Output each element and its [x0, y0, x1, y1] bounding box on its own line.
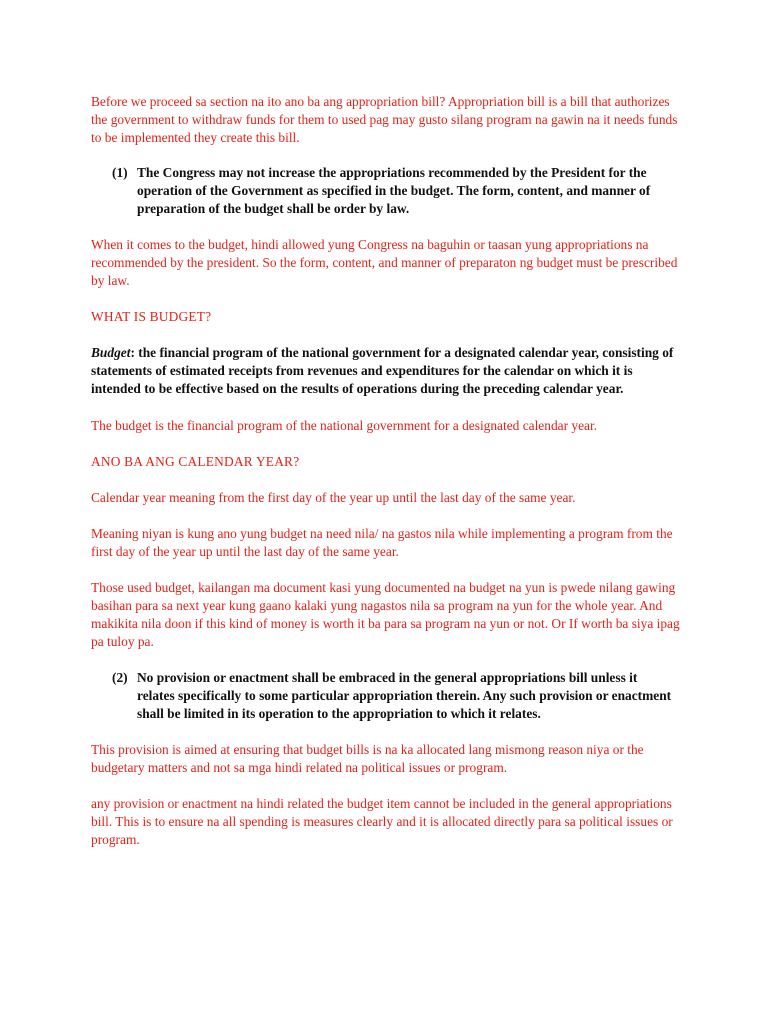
- law-item-2-number: (2): [112, 670, 128, 685]
- law-item-2: [91, 669, 683, 723]
- provision-aim-paragraph: This provision is aimed at ensuring that budget bills is na ka allocated lang mismong reason niya or the budgetary matters and not sa mga hindi related na political issues or program.: [91, 742, 644, 775]
- budget-term: Budget: [91, 345, 131, 360]
- budget-definition: [91, 344, 683, 398]
- document-page: [91, 93, 683, 849]
- intro-paragraph: Before we proceed sa section na ito ano ba ang appropriation bill? Appropriation bill is a bill that authorizes the government to withdraw funds for them to used pag may gusto silang program na gawin na it needs funds to be implemented they create this bill.: [91, 94, 678, 145]
- calendar-year-definition: Calendar year meaning from the first day of the year up until the last day of the same year.: [91, 490, 576, 505]
- budget-restate-paragraph: The budget is the financial program of the national government for a designated calendar year.: [91, 418, 598, 433]
- used-budget-paragraph: Those used budget, kailangan ma document kasi yung documented na budget na yun is pwede nilang gawing basihan para sa next year kung gaano kalaki yung nagastos nila sa program na yun for the whole year. And makikita nila doon if this kind of money is worth it ba para sa program na yun or not. Or If worth ba siya ipag pa tuloy pa.: [91, 580, 680, 649]
- law-item-2-text: No provision or enactment shall be embraced in the general appropriations bill unless it relates specifically to some particular appropriation therein. Any such provision or enactment shall be limited in its operation to the appropriation to which it relates.: [137, 670, 672, 721]
- law-item-1-text: The Congress may not increase the appropriations recommended by the President for the operation of the Government as specified in the budget. The form, content, and manner of preparation of the budget shall be order by law.: [137, 165, 651, 216]
- calendar-meaning-paragraph: Meaning niyan is kung ano yung budget na need nila/ na gastos nila while implementing a program from the first day of the year up until the last day of the same year.: [91, 526, 673, 559]
- budget-definition-text: : the financial program of the national government for a designated calendar year, consisting of statements of estimated receipts from revenues and expenditures for the calendar on which it is intended to be effective based on the results of operations during the preceding calendar year.: [91, 345, 674, 396]
- law-item-1-number: (1): [112, 165, 128, 180]
- budget-note-paragraph: When it comes to the budget, hindi allowed yung Congress na baguhin or taasan yung appropriations na recommended by the president. So the form, content, and manner of preparaton ng budget must be prescribed by law.: [91, 237, 678, 288]
- what-is-budget-heading: WHAT IS BUDGET?: [91, 309, 212, 324]
- provision-detail-paragraph: any provision or enactment na hindi related the budget item cannot be included in the general appropriations bill. This is to ensure na all spending is measures clearly and it is allocated directly para sa political issues or program.: [91, 796, 673, 847]
- law-item-1: [91, 164, 683, 218]
- calendar-year-heading: ANO BA ANG CALENDAR YEAR?: [91, 454, 300, 469]
